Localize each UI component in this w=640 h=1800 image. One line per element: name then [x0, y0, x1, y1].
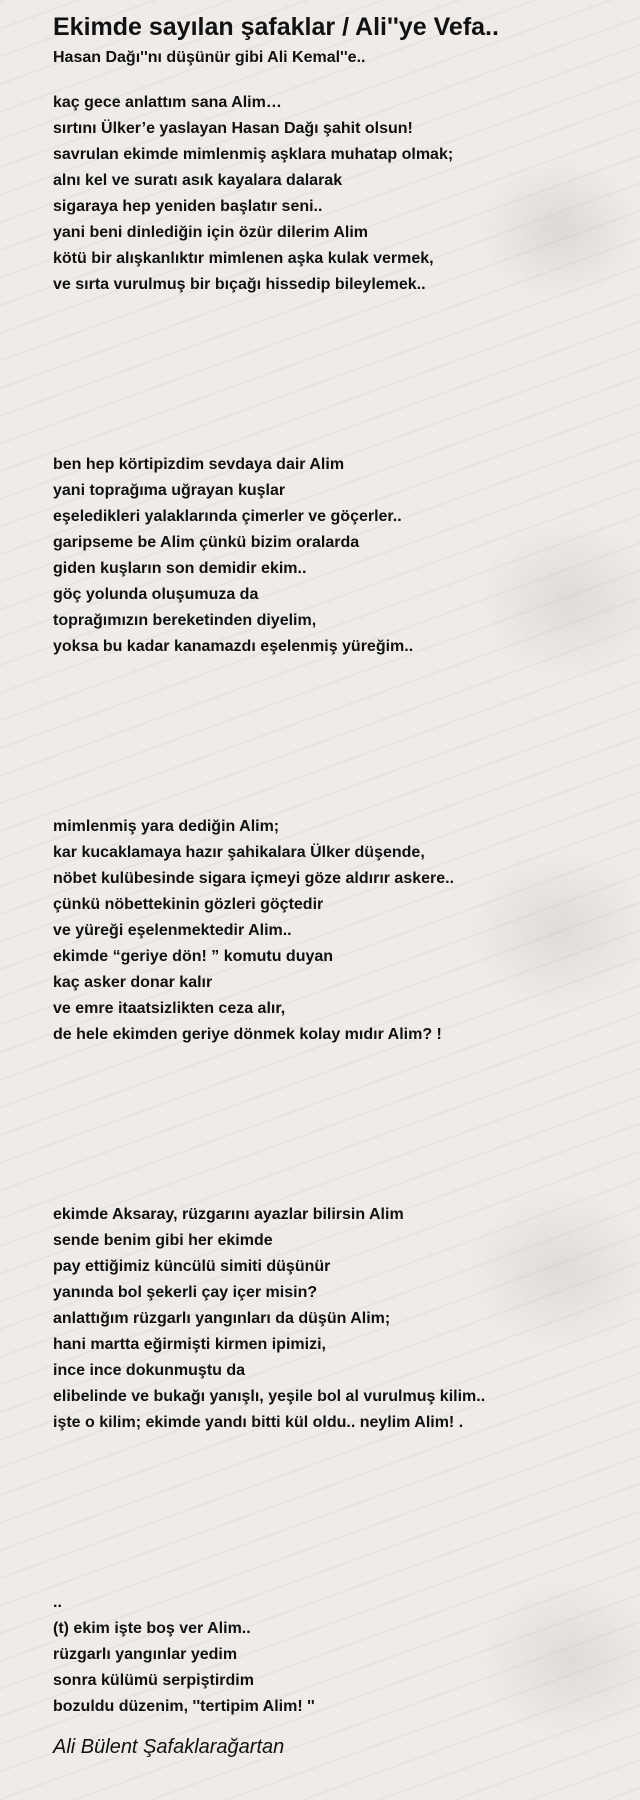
stanza-3: [53, 814, 613, 1048]
poem-line: ben hep körtipizdim sevdaya dair Alim: [53, 456, 345, 473]
stanza-5: [53, 1590, 613, 1720]
stanza-spacer: [53, 1048, 613, 1202]
poem-line: kötü bir alışkanlıktır mimlenen aşka kulak vermek,: [53, 250, 434, 267]
poem-subtitle: Hasan Dağı''nı düşünür gibi Ali Kemal''e..: [53, 49, 366, 66]
poem-line: ..: [53, 1594, 62, 1611]
poem-line: mimlenmiş yara dediğin Alim;: [53, 818, 280, 835]
stanza-4: [53, 1202, 613, 1436]
poem-line: sende benim gibi her ekimde: [53, 1232, 273, 1249]
poem-line: elibelinde ve bukağı yanışlı, yeşile bol al vurulmuş kilim..: [53, 1388, 486, 1405]
poem-title: Ekimde sayılan şafaklar / Ali''ye Vefa..: [53, 13, 499, 41]
poem-line: bozuldu düzenim, ''tertipim Alim! '': [53, 1698, 315, 1715]
poem-line: kar kucaklamaya hazır şahikalara Ülker düşende,: [53, 844, 425, 861]
poem-line: rüzgarlı yangınlar yedim: [53, 1646, 238, 1663]
poem-line: yani toprağıma uğrayan kuşlar: [53, 482, 286, 499]
poem-line: ekimde Aksaray, rüzgarını ayazlar bilirsin Alim: [53, 1206, 404, 1223]
poem-line: anlattığım rüzgarlı yangınları da düşün Alim;: [53, 1310, 391, 1327]
stanza-spacer: [53, 660, 613, 814]
poem-line: eşeledikleri yalaklarında çimerler ve göçerler..: [53, 508, 402, 525]
poem-line: işte o kilim; ekimde yandı bitti kül oldu.. neylim Alim! .: [53, 1414, 464, 1431]
poem-line: sırtını Ülker’e yaslayan Hasan Dağı şahit olsun!: [53, 120, 413, 137]
poem-line: hani martta eğirmişti kirmen ipimizi,: [53, 1336, 326, 1353]
poem-line: savrulan ekimde mimlenmiş aşklara muhatap olmak;: [53, 146, 454, 163]
poem-line: ve emre itaatsizlikten ceza alır,: [53, 1000, 286, 1017]
poem-line: ve sırta vurulmuş bir bıçağı hissedip bileylemek..: [53, 276, 426, 293]
poem-line: de hele ekimden geriye dönmek kolay mıdır Alim? !: [53, 1026, 442, 1043]
poem-line: kaç gece anlattım sana Alim…: [53, 94, 282, 111]
stanza-1: [53, 90, 613, 298]
poem-line: kaç asker donar kalır: [53, 974, 213, 991]
poem-line: yoksa bu kadar kanamazdı eşelenmiş yüreğim..: [53, 638, 414, 655]
poem-line: giden kuşların son demidir ekim..: [53, 560, 307, 577]
poem-line: nöbet kulübesinde sigara içmeyi göze aldırır askere..: [53, 870, 455, 887]
stanza-spacer: [53, 1436, 613, 1590]
poem-line: sigaraya hep yeniden başlatır seni..: [53, 198, 323, 215]
poem-line: garipseme be Alim çünkü bizim oralarda: [53, 534, 360, 551]
poem-line: alnı kel ve suratı asık kayalara dalarak: [53, 172, 343, 189]
stanza-spacer: [53, 298, 613, 452]
poem-line: ve yüreği eşelenmektedir Alim..: [53, 922, 292, 939]
poem-line: yani beni dinlediğin için özür dilerim Alim: [53, 224, 368, 241]
poem-container: [53, 8, 613, 1720]
poem-line: (t) ekim işte boş ver Alim..: [53, 1620, 251, 1637]
poem-line: göç yolunda oluşumuza da: [53, 586, 259, 603]
stanza-2: [53, 452, 613, 660]
poem-line: ince ince dokunmuştu da: [53, 1362, 246, 1379]
poem-line: ekimde “geriye dön! ” komutu duyan: [53, 948, 334, 965]
poem-line: çünkü nöbettekinin gözleri göçtedir: [53, 896, 324, 913]
poem-author: Ali Bülent Şafaklarağartan: [53, 1736, 285, 1758]
poem-line: toprağımızın bereketinden diyelim,: [53, 612, 317, 629]
poem-line: pay ettiğimiz küncülü simiti düşünür: [53, 1258, 331, 1275]
poem-line: sonra külümü serpiştirdim: [53, 1672, 254, 1689]
poem-line: yanında bol şekerli çay içer misin?: [53, 1284, 318, 1301]
